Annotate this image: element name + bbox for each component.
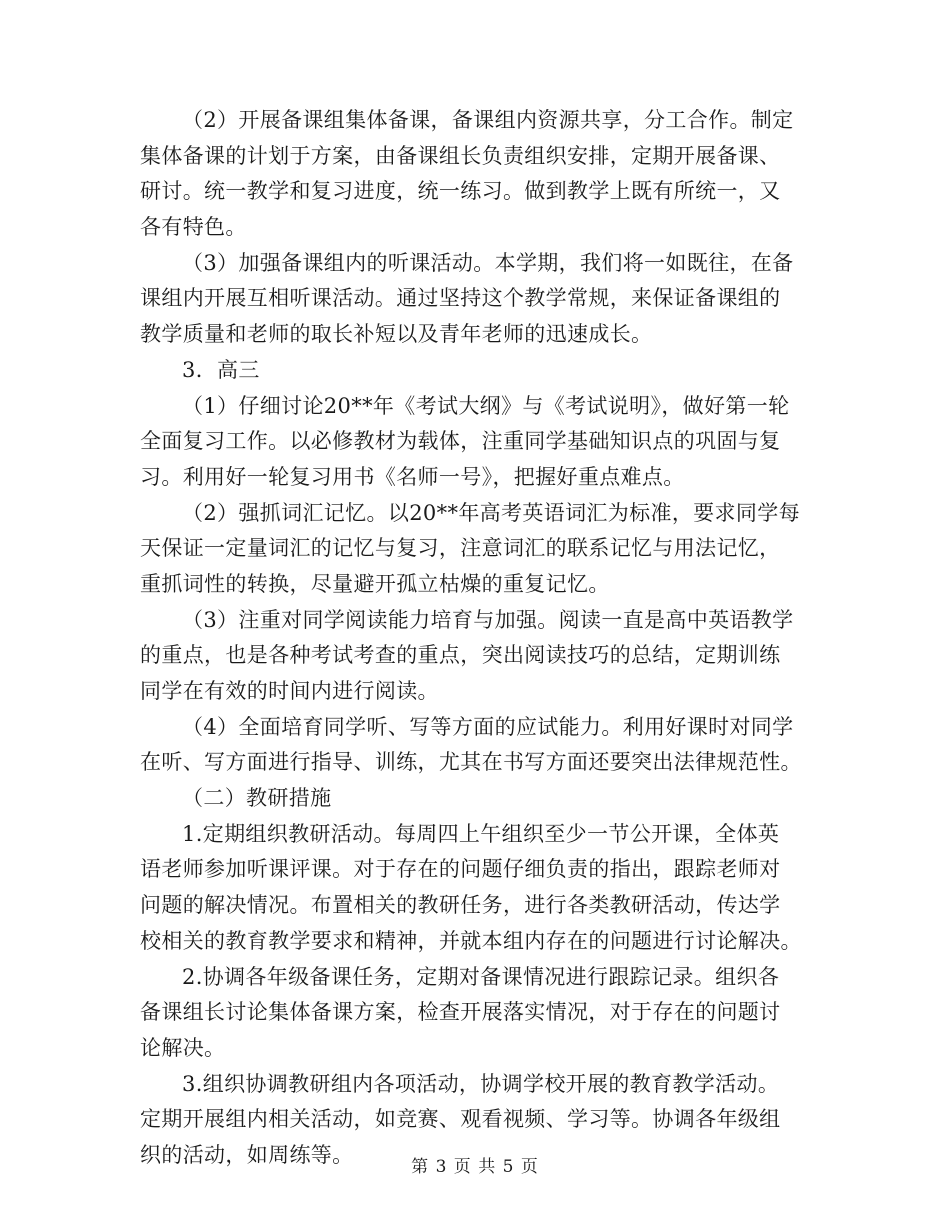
text-line: （1）仔细讨论20**年《考试大纲》与《考试说明》，做好第一轮 (182, 393, 790, 418)
text-line: 研讨。统一教学和复习进度，统一练习。做到教学上既有所统一，又 (140, 179, 781, 204)
text-line: （3）注重对同学阅读能力培育与加强。阅读一直是高中英语教学 (182, 607, 794, 632)
section-heading: 3．高三 (182, 357, 260, 382)
text-line: 重抓词性的转换，尽量避开孤立枯燥的重复记忆。 (140, 571, 610, 596)
text-line: （3）加强备课组内的听课活动。本学期，我们将一如既往，在备 (182, 250, 794, 275)
text-line: 定期开展组内相关活动，如竞赛、观看视频、学习等。协调各年级组 (140, 1107, 781, 1132)
text-line: 校相关的教育教学要求和精神，并就本组内存在的问题进行讨论解决。 (140, 928, 802, 953)
page-number: 第 3 页 共 5 页 (411, 1157, 539, 1177)
text-line: 备课组长讨论集体备课方案，检查开展落实情况，对于存在的问题讨 (140, 1000, 781, 1025)
text-line: 1.定期组织教研活动。每周四上午组织至少一节公开课，全体英 (182, 821, 780, 846)
text-line: 语老师参加听课评课。对于存在的问题仔细负责的指出，跟踪老师对 (140, 857, 781, 882)
text-line: 2.协调各年级备课任务，定期对备课情况进行跟踪记录。组织各 (182, 964, 780, 989)
document-body (140, 103, 812, 1174)
text-line: （2）开展备课组集体备课，备课组内资源共享，分工合作。制定 (182, 108, 794, 132)
text-line: 集体备课的计划于方案，由备课组长负责组织安排，定期开展备课、 (140, 143, 781, 168)
text-line: 织的活动，如周练等。 (140, 1142, 354, 1167)
section-heading: （二）教研措施 (182, 786, 332, 811)
text-line: （4）全面培育同学听、写等方面的应试能力。利用好课时对同学 (182, 714, 794, 739)
text-line: 教学质量和老师的取长补短以及青年老师的迅速成长。 (140, 322, 653, 347)
text-line: 全面复习工作。以必修教材为载体，注重同学基础知识点的巩固与复 (140, 429, 781, 454)
text-line: 3.组织协调教研组内各项活动，协调学校开展的教育教学活动。 (182, 1071, 780, 1096)
text-line: 各有特色。 (140, 215, 247, 240)
text-line: 论解决。 (140, 1035, 226, 1060)
text-line: 的重点，也是各种考试考查的重点，突出阅读技巧的总结，定期训练 (140, 643, 781, 668)
text-line: 天保证一定量词汇的记忆与复习，注意词汇的联系记忆与用法记忆， (140, 536, 781, 561)
text-line: 同学在有效的时间内进行阅读。 (140, 679, 439, 703)
text-line: 在听、写方面进行指导、训练，尤其在书写方面还要突出法律规范性。 (140, 750, 802, 775)
text-line: 课组内开展互相听课活动。通过坚持这个教学常规，来保证备课组的 (140, 286, 781, 311)
text-line: （2）强抓词汇记忆。以20**年高考英语词汇为标准，要求同学每 (182, 500, 800, 525)
text-line: 习。利用好一轮复习用书《名师一号》，把握好重点难点。 (140, 464, 685, 489)
text-line: 问题的解决情况。布置相关的教研任务，进行各类教研活动，传达学 (140, 893, 781, 918)
